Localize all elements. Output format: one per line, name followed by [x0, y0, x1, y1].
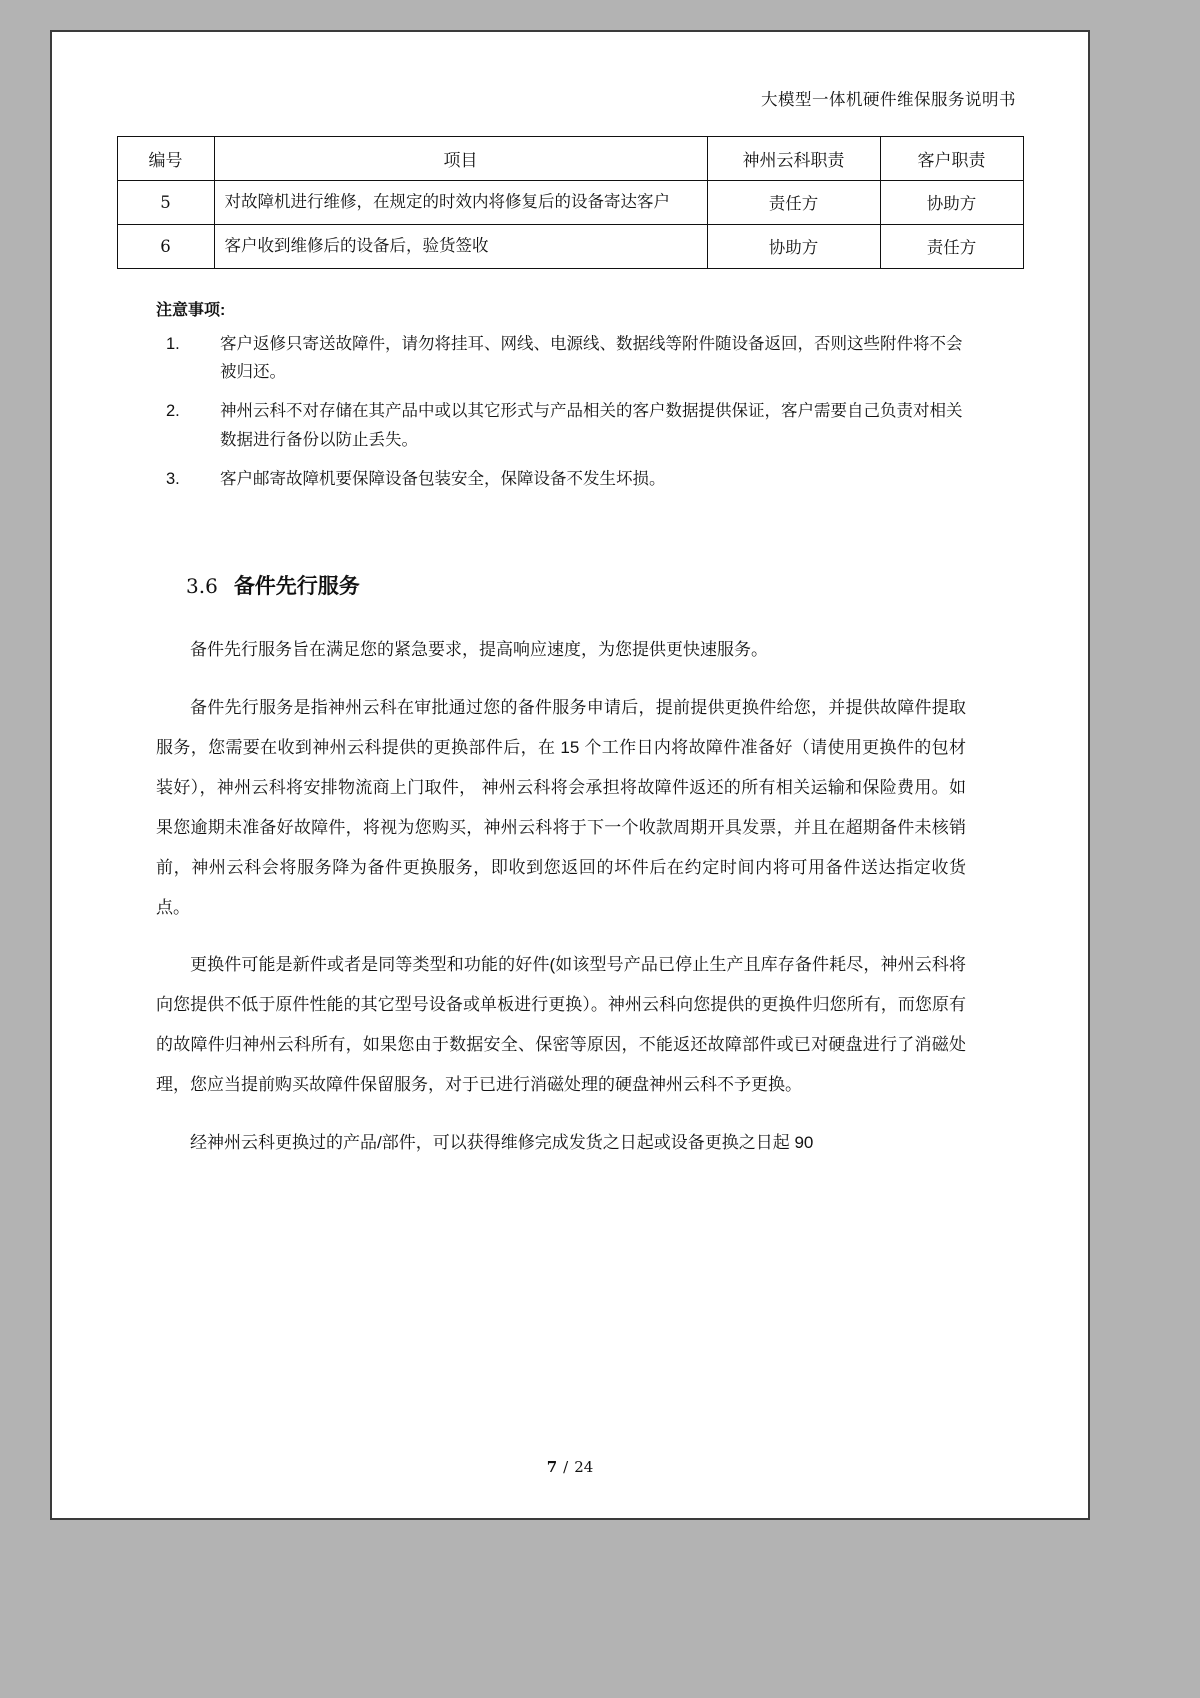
cell-customer: 协助方 [880, 181, 1023, 225]
document-page [50, 30, 1090, 1520]
list-item-number: 2. [166, 402, 180, 421]
cell-vendor: 责任方 [707, 181, 880, 225]
column-header-customer: 客户职责 [880, 137, 1023, 181]
list-item [156, 330, 966, 388]
list-item-text: 客户返修只寄送故障件，请勿将挂耳、网线、电源线、数据线等附件随设备返回，否则这些附件将不会被归还。 [220, 334, 963, 382]
list-item [156, 465, 966, 494]
paragraph: 更换件可能是新件或者是同等类型和功能的好件(如该型号产品已停止生产且库存备件耗尽，神州云科将向您提供不低于原件性能的其它型号设备或单板进行更换）。神州云科向您提供的更换件归您所有，而您原有的故障件归神州云科所有，如果您由于数据安全、保密等原因，不能返还故障部件或已对硬盘进行了消磁处理，您应当提前购买故障件保留服务，对于已进行消磁处理的硬盘神州云科不予更换。 [156, 955, 966, 1095]
current-page-number: 7 [546, 1458, 558, 1476]
column-header-no: 编号 [117, 137, 214, 181]
list-item-text: 神州云科不对存储在其产品中或以其它形式与产品相关的客户数据提供保证，客户需要自己负责对相关数据进行备份以防止丢失。 [220, 402, 963, 450]
cell-customer: 责任方 [880, 224, 1023, 268]
column-header-item: 项目 [214, 137, 707, 181]
responsibility-table [117, 136, 1024, 269]
table-row [117, 224, 1023, 268]
cell-vendor: 协助方 [707, 224, 880, 268]
table-row [117, 181, 1023, 225]
total-page-count: 24 [574, 1458, 594, 1476]
paragraph: 备件先行服务旨在满足您的紧急要求，提高响应速度，为您提供更快速服务。 [190, 639, 768, 659]
list-item [156, 397, 966, 455]
paragraph: 备件先行服务是指神州云科在审批通过您的备件服务申请后，提前提供更换件给您，并提供故障件提取服务，您需要在收到神州云科提供的更换部件后，在 15 个工作日内将故障件准备好（请使用更换件的包材装好），神州云科将安排物流商上门取件， 神州云科将会承担将故障件返还的所有相关运输和保险费用。如果您逾期未准备好故障件，将视为您购买，神州云科将于下一个收款周期开具发票，并且在超期备件未核销前，神州云科会将服务降为备件更换服务，即收到您返回的坏件后在约定时间内将可用备件送达指定收货点。 [156, 697, 966, 917]
cell-no: 6 [117, 224, 214, 268]
list-item-number: 1. [166, 334, 180, 353]
column-header-vendor: 神州云科职责 [707, 137, 880, 181]
notice-title: 注意事项: [156, 301, 226, 319]
cell-item: 客户收到维修后的设备后，验货签收 [214, 224, 707, 268]
paragraph: 经神州云科更换过的产品/部件，可以获得维修完成发货之日起或设备更换之日起 90 [190, 1133, 814, 1153]
cell-no: 5 [117, 181, 214, 225]
page-content [52, 32, 1088, 1518]
cell-item: 对故障机进行维修，在规定的时效内将修复后的设备寄达客户 [214, 181, 707, 225]
list-item-number: 3. [166, 470, 180, 488]
page-separator: / [563, 1458, 569, 1476]
notice-list [104, 330, 1036, 494]
section-number: 3.6 [186, 573, 218, 598]
table-header-row [117, 137, 1023, 181]
page-footer [52, 1458, 1088, 1476]
list-item-text: 客户邮寄故障机要保障设备包装安全，保障设备不发生坏损。 [220, 470, 666, 488]
section-title: 备件先行服务 [233, 574, 360, 598]
document-header: 大模型一体机硬件维保服务说明书 [761, 90, 1016, 109]
section-heading [186, 570, 1036, 600]
